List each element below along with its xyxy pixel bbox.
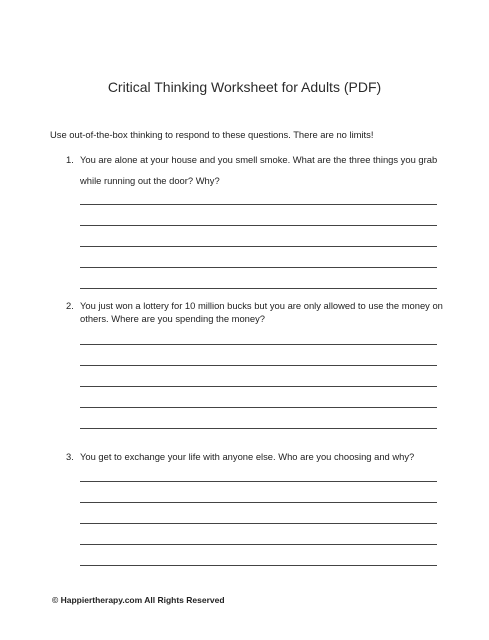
answer-line[interactable] [80,428,437,429]
answer-line[interactable] [80,502,437,503]
question-text-line: You get to exchange your life with anyone else. Who are you choosing and why? [80,451,415,462]
answer-line[interactable] [80,544,437,545]
question-text [80,300,446,324]
answer-line[interactable] [80,523,437,524]
question-number: 3. [66,451,74,462]
question-text-line: You just won a lottery for 10 million bucks but you are only allowed to use the money on [80,300,443,311]
page-title: Critical Thinking Worksheet for Adults (PDF) [107,79,382,95]
answer-line[interactable] [80,288,437,289]
answer-line[interactable] [80,386,437,387]
question-text [80,451,446,462]
answer-line[interactable] [80,225,437,226]
question-number: 2. [66,300,74,311]
answer-line[interactable] [80,267,437,268]
question-text-line: others. Where are you spending the money? [80,313,266,324]
answer-line[interactable] [80,481,437,482]
answer-line[interactable] [80,344,437,345]
instructions-text: Use out-of-the-box thinking to respond to these questions. There are no limits! [50,129,374,140]
answer-line[interactable] [80,565,437,566]
answer-line[interactable] [80,204,437,205]
question-text [80,154,446,186]
question-number: 1. [66,154,74,165]
question-text-line: You are alone at your house and you smell smoke. What are the three things you grab [80,154,438,165]
question-text-line: while running out the door? Why? [80,175,220,186]
copyright-footer: © Happiertherapy.com All Rights Reserved [52,595,225,605]
answer-line[interactable] [80,407,437,408]
answer-line[interactable] [80,365,437,366]
answer-line[interactable] [80,246,437,247]
